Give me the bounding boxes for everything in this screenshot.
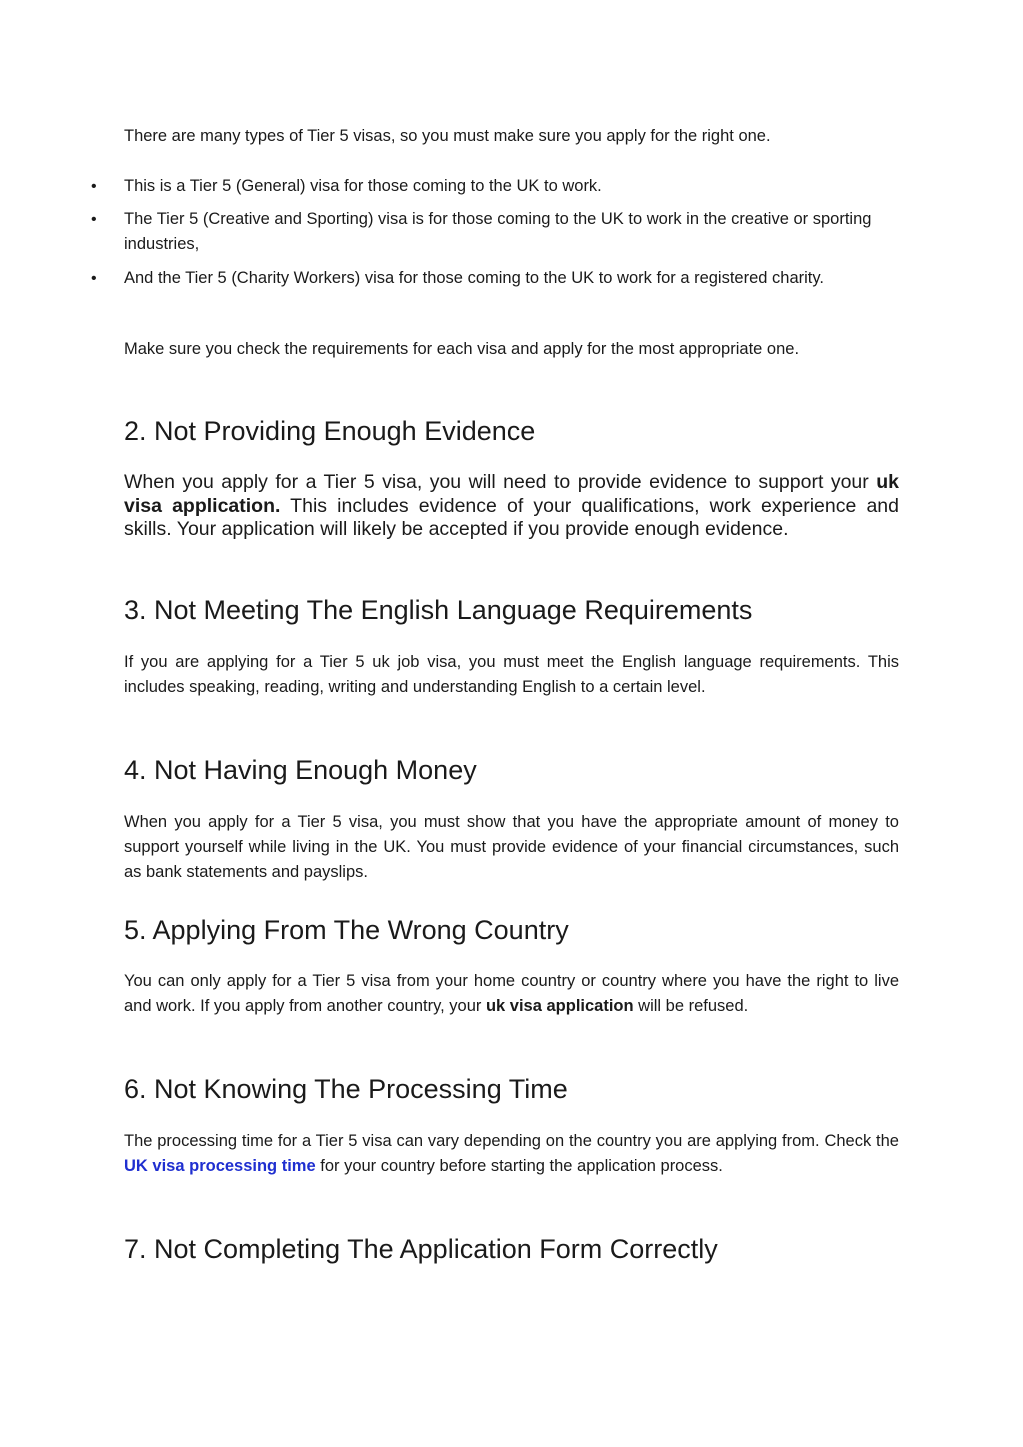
intro-paragraph: There are many types of Tier 5 visas, so you must make sure you apply for the right one. xyxy=(124,127,771,145)
processing-paragraph: The processing time for a Tier 5 visa can vary depending on the country you are applying from. Check the UK visa processing time for your country before starting the application process. xyxy=(124,1132,899,1175)
bold-phrase: uk visa application. xyxy=(124,471,899,517)
section-heading-form: 7. Not Completing The Application Form Correctly xyxy=(124,1234,718,1264)
bullet-icon: • xyxy=(91,270,97,287)
bullet-text: And the Tier 5 (Charity Workers) visa for those coming to the UK to work for a registered charity. xyxy=(124,269,824,287)
section-heading-english: 3. Not Meeting The English Language Requirements xyxy=(124,595,753,625)
english-paragraph: If you are applying for a Tier 5 uk job visa, you must meet the English language requirements. This includes speaking, reading, writing and understanding English to a certain level. xyxy=(124,653,899,696)
country-paragraph: You can only apply for a Tier 5 visa from your home country or country where you have the right to live and work. If you apply from another country, your uk visa application will be refused. xyxy=(124,972,899,1015)
money-paragraph: When you apply for a Tier 5 visa, you must show that you have the appropriate amount of money to support yourself while living in the UK. You must provide evidence of your financial circumstances, such as bank statements and payslips. xyxy=(124,813,899,881)
bullet-text: This is a Tier 5 (General) visa for those coming to the UK to work. xyxy=(124,177,602,195)
section-heading-processing: 6. Not Knowing The Processing Time xyxy=(124,1074,568,1104)
bold-phrase: uk visa application xyxy=(485,997,634,1015)
bullet-text: The Tier 5 (Creative and Sporting) visa is for those coming to the UK to work in the creative or sporting industries, xyxy=(124,210,872,253)
evidence-paragraph: When you apply for a Tier 5 visa, you will need to provide evidence to support your uk visa application. This includes evidence of your qualifications, work experience and skills. Your application will likely be accepted if you provide enough evidence. xyxy=(124,471,899,540)
processing-time-link[interactable]: UK visa processing time xyxy=(124,1157,316,1175)
section-heading-money: 4. Not Having Enough Money xyxy=(124,755,477,785)
section-heading-country: 5. Applying From The Wrong Country xyxy=(124,915,569,945)
bullet-icon: • xyxy=(91,211,97,228)
bullet-icon: • xyxy=(91,178,97,195)
section-heading-evidence: 2. Not Providing Enough Evidence xyxy=(124,416,536,446)
closing-paragraph: Make sure you check the requirements for each visa and apply for the most appropriate one. xyxy=(124,340,800,358)
